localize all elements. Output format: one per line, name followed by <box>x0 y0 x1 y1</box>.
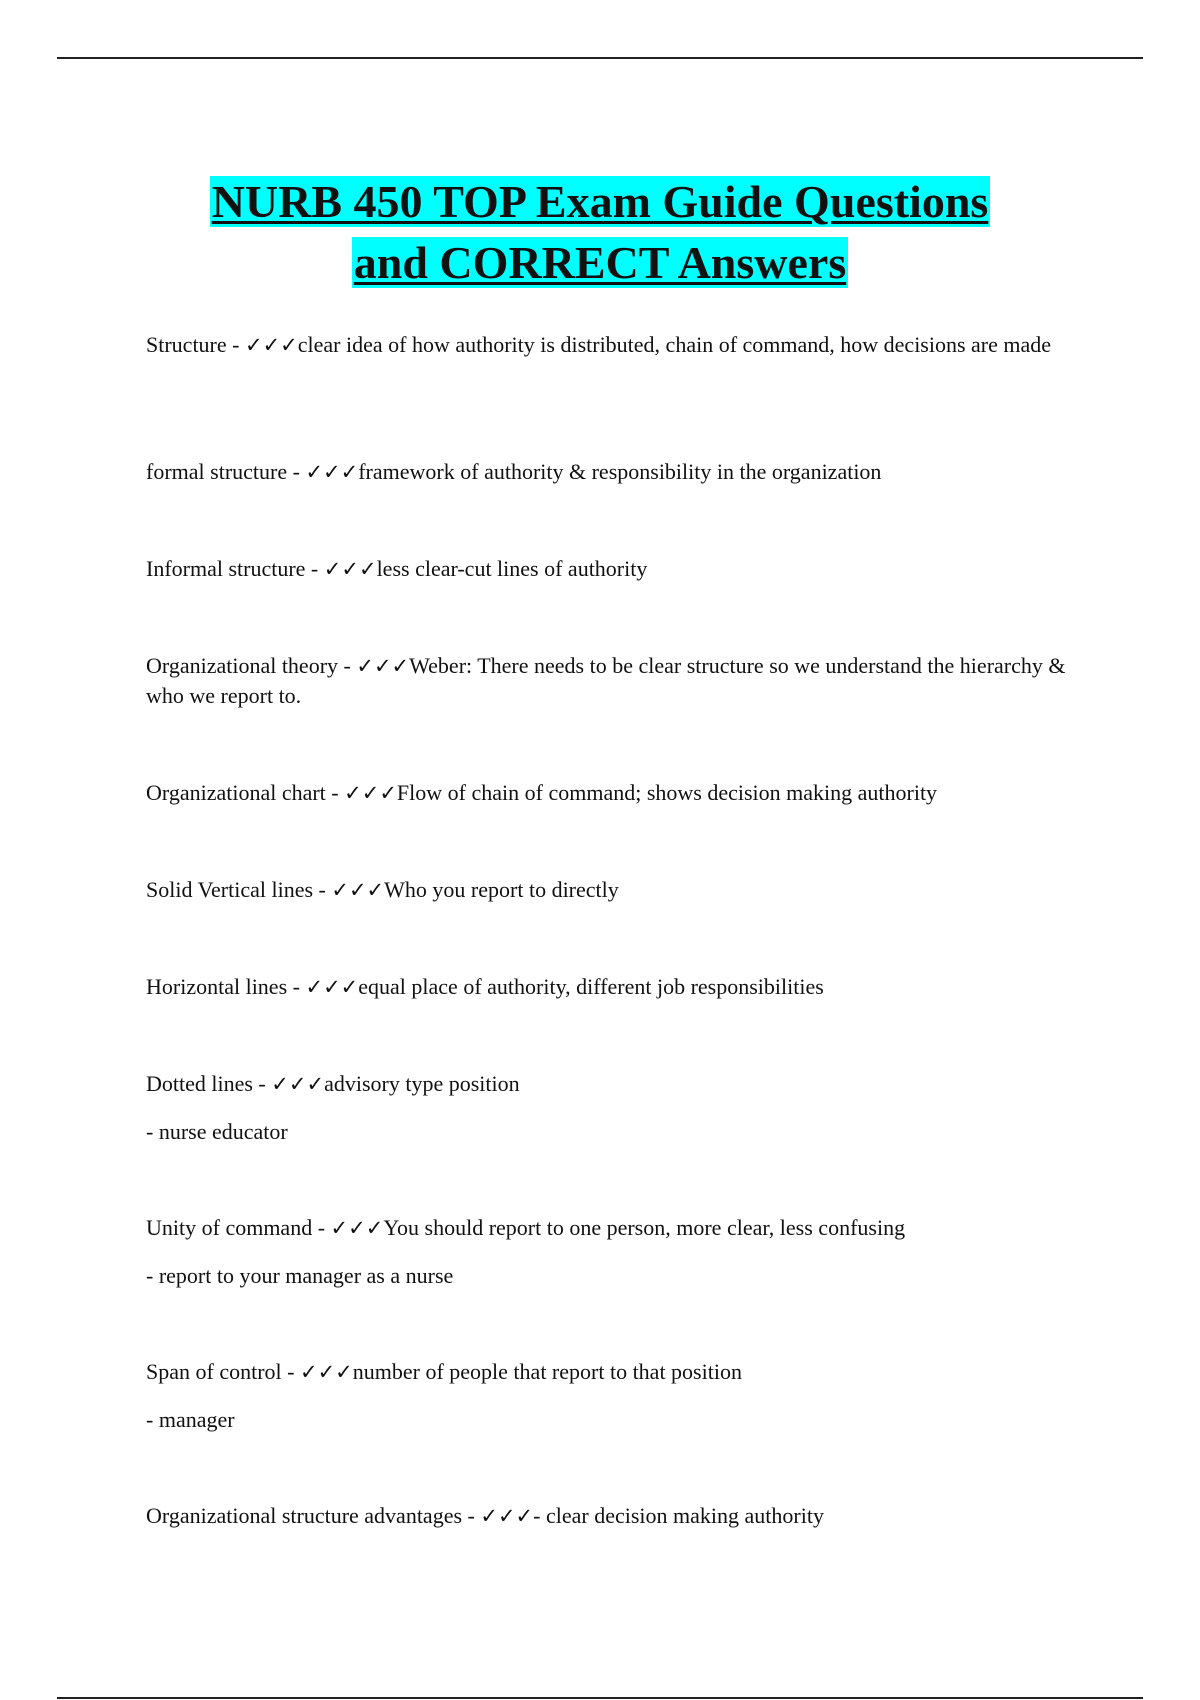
entry-definition: Flow of chain of command; shows decision making authority <box>396 780 938 805</box>
check-marks-icon: ✓✓✓ <box>323 557 377 581</box>
check-marks-icon: ✓✓✓ <box>305 975 359 999</box>
entry-term: Structure - <box>146 332 245 357</box>
qa-entry <box>146 972 824 1002</box>
entry-term: Span of control - <box>146 1359 300 1384</box>
entry-definition: less clear-cut lines of authority <box>376 556 648 581</box>
check-marks-icon: ✓✓✓ <box>330 1216 384 1240</box>
entry-definition: - clear decision making authority <box>533 1503 824 1528</box>
entry-term: Informal structure - <box>146 556 324 581</box>
document-title <box>0 171 1200 293</box>
qa-entry <box>146 1501 824 1531</box>
title-line-2: and CORRECT Answers <box>353 236 847 288</box>
entry-term: formal structure - <box>146 459 306 484</box>
entry-definition: You should report to one person, more clear, less confusing <box>383 1215 906 1240</box>
entry-definition: framework of authority & responsibility in the organization <box>358 459 882 484</box>
bottom-rule <box>57 1697 1143 1699</box>
qa-entry <box>146 778 937 808</box>
check-marks-icon: ✓✓✓ <box>305 460 359 484</box>
entry-term: Organizational structure advantages - <box>146 1503 481 1528</box>
check-marks-icon: ✓✓✓ <box>344 781 397 805</box>
entry-note: - nurse educator <box>146 1119 288 1144</box>
entry-note: - manager <box>146 1407 235 1432</box>
entry-definition: clear idea of how authority is distributed, chain of command, how decisions are made <box>297 332 1052 357</box>
entry-definition: advisory type position <box>324 1071 520 1096</box>
check-marks-icon: ✓✓✓ <box>244 333 298 357</box>
entry-definition: number of people that report to that position <box>352 1359 742 1384</box>
title-line-1: NURB 450 TOP Exam Guide Questions <box>211 175 989 227</box>
entry-term: Dotted lines - <box>146 1071 272 1096</box>
qa-entry <box>146 1357 742 1435</box>
entry-definition: Who you report to directly <box>384 877 619 902</box>
check-marks-icon: ✓✓✓ <box>331 878 385 902</box>
entry-term: Horizontal lines - <box>146 974 306 999</box>
check-marks-icon: ✓✓✓ <box>271 1072 325 1096</box>
qa-entry <box>146 875 619 905</box>
check-marks-icon: ✓✓✓ <box>356 654 410 678</box>
entry-term: Solid Vertical lines - <box>146 877 332 902</box>
qa-entry <box>146 651 1076 711</box>
entry-definition: Weber: There needs to be clear structure so we understand the hierarchy & who we report to. <box>146 653 1066 708</box>
entry-term: Unity of command - <box>146 1215 331 1240</box>
entry-note: - report to your manager as a nurse <box>146 1263 454 1288</box>
top-rule <box>57 57 1143 59</box>
qa-entry <box>146 554 647 584</box>
qa-entry <box>146 330 1051 360</box>
check-marks-icon: ✓✓✓ <box>299 1360 353 1384</box>
qa-entry <box>146 1213 905 1291</box>
check-marks-icon: ✓✓✓ <box>480 1504 534 1528</box>
qa-entry <box>146 1069 520 1147</box>
qa-entry <box>146 457 881 487</box>
entry-definition: equal place of authority, different job responsibilities <box>358 974 824 999</box>
entry-term: Organizational theory - <box>146 653 357 678</box>
entry-term: Organizational chart - <box>146 780 345 805</box>
